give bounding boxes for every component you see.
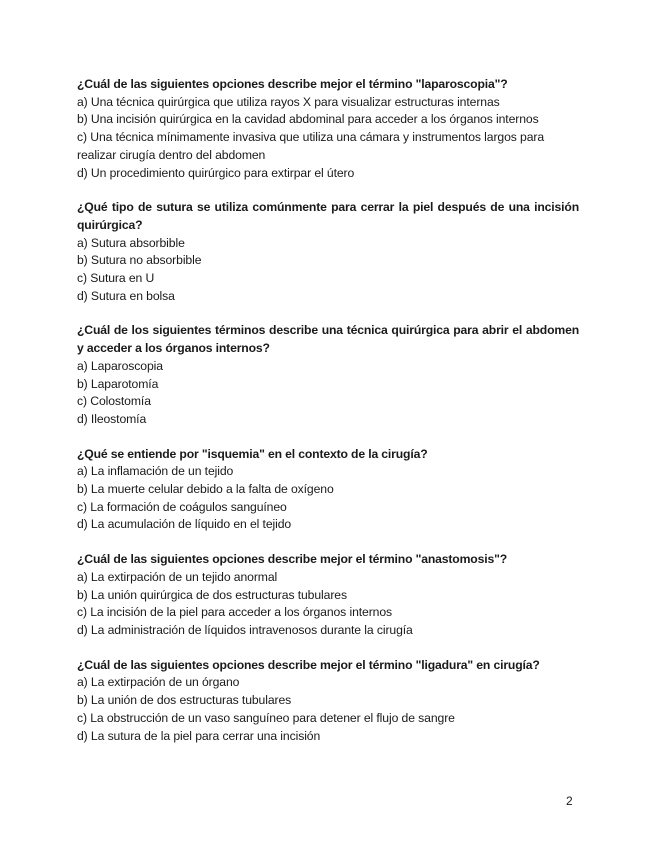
question-text: ¿Cuál de los siguientes términos describe una técnica quirúrgica para abrir el abdomen y acceder a los órganos internos? (77, 323, 579, 356)
question-block-1 (77, 76, 579, 182)
question-block-3 (77, 322, 579, 428)
option-d: d) Sutura en bolsa (77, 288, 175, 303)
option-a: a) Laparoscopia (77, 358, 163, 373)
option-d: d) Ileostomía (77, 411, 147, 426)
question-text: ¿Qué se entiende por "isquemia" en el contexto de la cirugía? (77, 446, 428, 461)
option-a: a) La extirpación de un tejido anormal (77, 569, 278, 584)
option-d: d) La acumulación de líquido en el tejido (77, 517, 292, 532)
option-c: c) Sutura en U (77, 271, 155, 286)
option-a: a) La extirpación de un órgano (77, 675, 240, 690)
option-c: c) La formación de coágulos sanguíneo (77, 499, 287, 514)
option-c: c) La incisión de la piel para acceder a los órganos internos (77, 605, 393, 620)
option-d: d) Un procedimiento quirúrgico para extirpar el útero (77, 165, 355, 180)
option-c: c) La obstrucción de un vaso sanguíneo para detener el flujo de sangre (77, 710, 455, 725)
option-b: b) Una incisión quirúrgica en la cavidad abdominal para acceder a los órganos internos (77, 112, 539, 127)
option-a: a) Una técnica quirúrgica que utiliza rayos X para visualizar estructuras internas (77, 94, 500, 109)
option-a: a) Sutura absorbible (77, 235, 185, 250)
option-c: c) Colostomía (77, 394, 151, 409)
question-text: ¿Cuál de las siguientes opciones describe mejor el término "ligadura" en cirugía? (77, 657, 540, 672)
question-block-4 (77, 446, 579, 535)
question-block-5 (77, 551, 579, 640)
option-d: d) La administración de líquidos intravenosos durante la cirugía (77, 622, 413, 637)
option-d: d) La sutura de la piel para cerrar una incisión (77, 728, 321, 743)
question-block-6 (77, 657, 579, 746)
option-b: b) La muerte celular debido a la falta de oxígeno (77, 482, 334, 497)
page-number: 2 (566, 794, 573, 808)
option-b: b) La unión de dos estructuras tubulares (77, 693, 292, 708)
option-c: c) Una técnica mínimamente invasiva que utiliza una cámara y instrumentos largos para realizar cirugía dentro del abdomen (77, 130, 545, 162)
option-b: b) Sutura no absorbible (77, 253, 202, 268)
option-a: a) La inflamación de un tejido (77, 464, 234, 479)
question-text: ¿Cuál de las siguientes opciones describe mejor el término "anastomosis"? (77, 552, 508, 567)
option-b: b) La unión quirúrgica de dos estructuras tubulares (77, 587, 347, 602)
question-block-2 (77, 199, 579, 305)
question-text: ¿Cuál de las siguientes opciones describe mejor el término "laparoscopia"? (77, 77, 508, 91)
question-text: ¿Qué tipo de sutura se utiliza comúnmente para cerrar la piel después de una incisión quirúrgica? (77, 200, 579, 232)
quiz-content (77, 76, 579, 762)
option-b: b) Laparotomía (77, 376, 159, 391)
